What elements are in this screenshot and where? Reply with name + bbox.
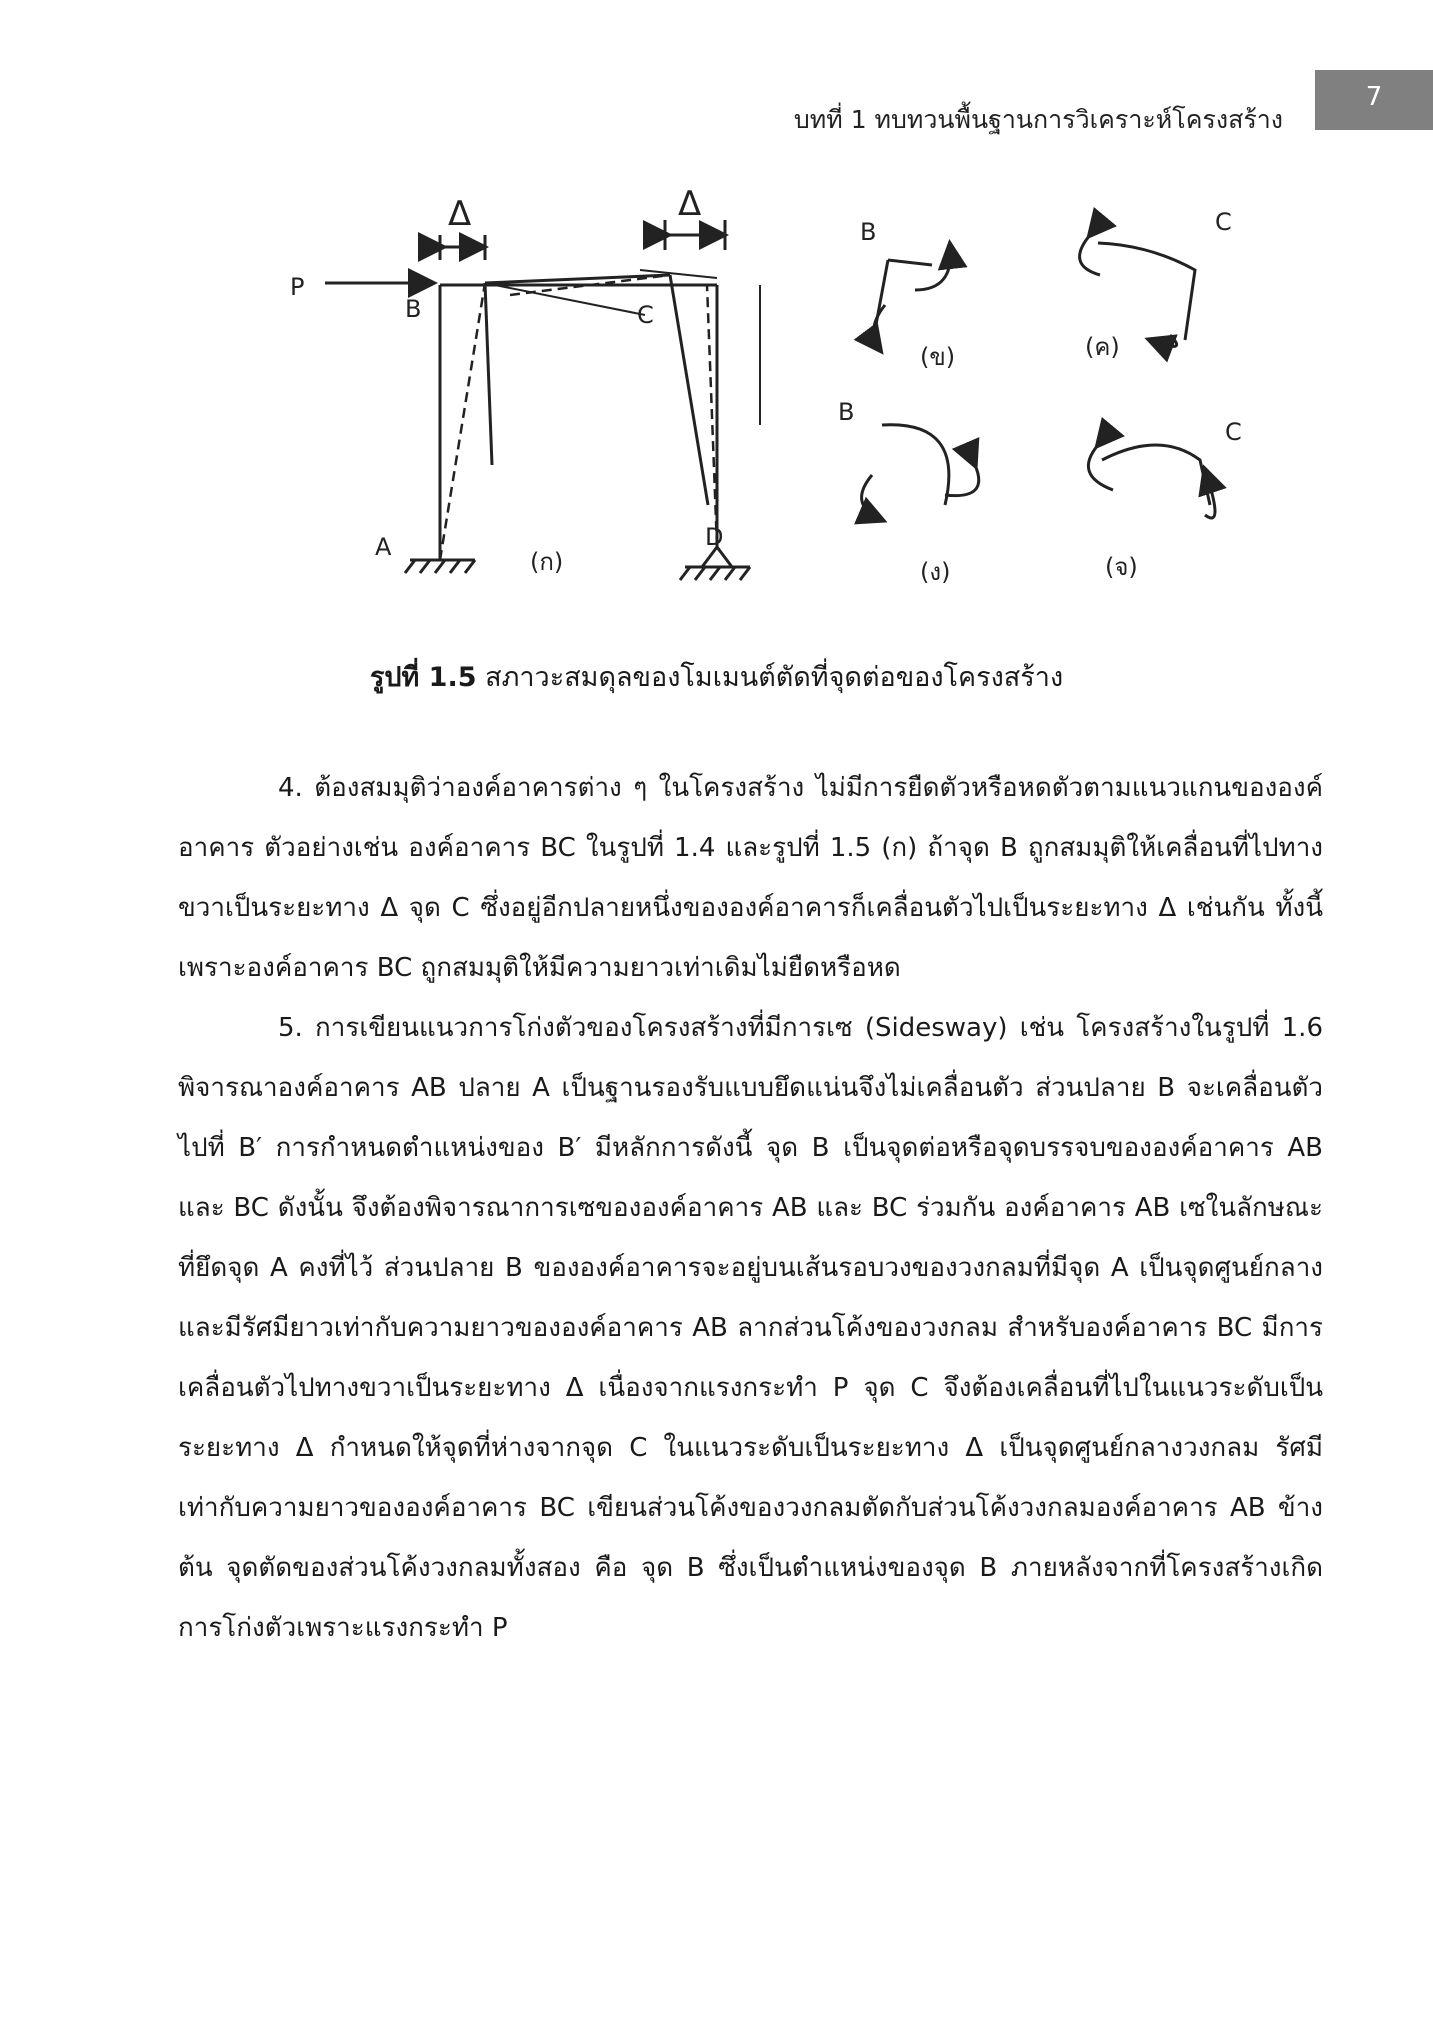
label-b-freebody-ngo: B (838, 398, 855, 426)
figure-caption-text: สภาวะสมดุลของโมเมนต์ตัดที่จุดต่อของโครงสร้าง (476, 662, 1064, 693)
label-delta-left: Δ (448, 194, 472, 234)
label-a: A (375, 533, 392, 561)
page-number-badge (1315, 70, 1433, 130)
label-c: C (637, 301, 654, 329)
figure-caption (0, 655, 1433, 698)
label-ngo: (ง) (920, 558, 951, 586)
paragraph-4: 4. ต้องสมมุติว่าองค์อาคารต่าง ๆ ในโครงสร้าง ไม่มีการยืดตัวหรือหดตัวตามแนวแกนขององค์อาคาร ตัวอย่างเช่น องค์อาคาร BC ในรูปที่ 1.4 และรูปที่ 1.5 (ก) ถ้าจุด B ถูกสมมุติให้เคลื่อนที่ไปทางขวาเป็นระยะทาง Δ จุด C ซึ่งอยู่อีกปลายหนึ่งขององค์อาคารก็เคลื่อนตัวไปเป็นระยะทาง Δ เช่นกัน ทั้งนี้เพราะองค์อาคาร BC ถูกสมมุติให้มีความยาวเท่าเดิมไม่ยืดหรือหด (178, 773, 1323, 983)
label-ko: (ก) (530, 548, 564, 576)
label-kho2: (ค) (1085, 333, 1120, 361)
label-b: B (405, 295, 422, 323)
chapter-header-title: บทที่ 1 ทบทวนพื้นฐานการวิเคราะห์โครงสร้าง (793, 105, 1283, 134)
body-text (178, 758, 1323, 1658)
label-c-freebody-kho2: C (1215, 208, 1232, 236)
label-d: D (705, 523, 724, 551)
figure-number: รูปที่ 1.5 (369, 662, 477, 693)
label-c-freebody-cho: C (1225, 418, 1242, 446)
paragraph-5: 5. การเขียนแนวการโก่งตัวของโครงสร้างที่มีการเซ (Sidesway) เช่น โครงสร้างในรูปที่ 1.6 พิจารณาองค์อาคาร AB ปลาย A เป็นฐานรองรับแบบยึดแน่นจึงไม่เคลื่อนตัว ส่วนปลาย B จะเคลื่อนตัวไปที่ B′ การกำหนดตำแหน่งของ B′ มีหลักการดังนี้ จุด B เป็นจุดต่อหรือจุดบรรจบขององค์อาคาร AB และ BC ดังนั้น จึงต้องพิจารณาการเซขององค์อาคาร AB และ BC ร่วมกัน องค์อาคาร AB เซในลักษณะที่ยึดจุด A คงที่ไว้ ส่วนปลาย B ขององค์อาคารจะอยู่บนเส้นรอบวงของวงกลมที่มีจุด A เป็นจุดศูนย์กลาง และมีรัศมียาวเท่ากับความยาวขององค์อาคาร AB ลากส่วนโค้งของวงกลม สำหรับองค์อาคาร BC มีการเคลื่อนตัวไปทางขวาเป็นระยะทาง Δ เนื่องจากแรงกระทำ P จุด C จึงต้องเคลื่อนที่ไปในแนวระดับเป็นระยะทาง Δ กำหนดให้จุดที่ห่างจากจุด C ในแนวระดับเป็นระยะทาง Δ เป็นจุดศูนย์กลางวงกลม รัศมีเท่ากับความยาวขององค์อาคาร BC เขียนส่วนโค้งของวงกลมตัดกับส่วนโค้งวงกลมองค์อาคาร AB ข้างต้น จุดตัดของส่วนโค้งวงกลมทั้งสอง คือ จุด B ซึ่งเป็นตำแหน่งของจุด B ภายหลังจากที่โครงสร้างเกิดการโก่งตัวเพราะแรงกระทำ P (178, 1013, 1323, 1643)
frame-figure (260, 175, 1280, 605)
label-b-freebody-kho: B (860, 218, 877, 246)
label-kho: (ข) (920, 343, 956, 371)
label-cho: (จ) (1105, 553, 1138, 581)
page-number: 7 (1365, 82, 1383, 112)
label-delta-right: Δ (678, 184, 702, 224)
label-p: P (290, 273, 305, 301)
